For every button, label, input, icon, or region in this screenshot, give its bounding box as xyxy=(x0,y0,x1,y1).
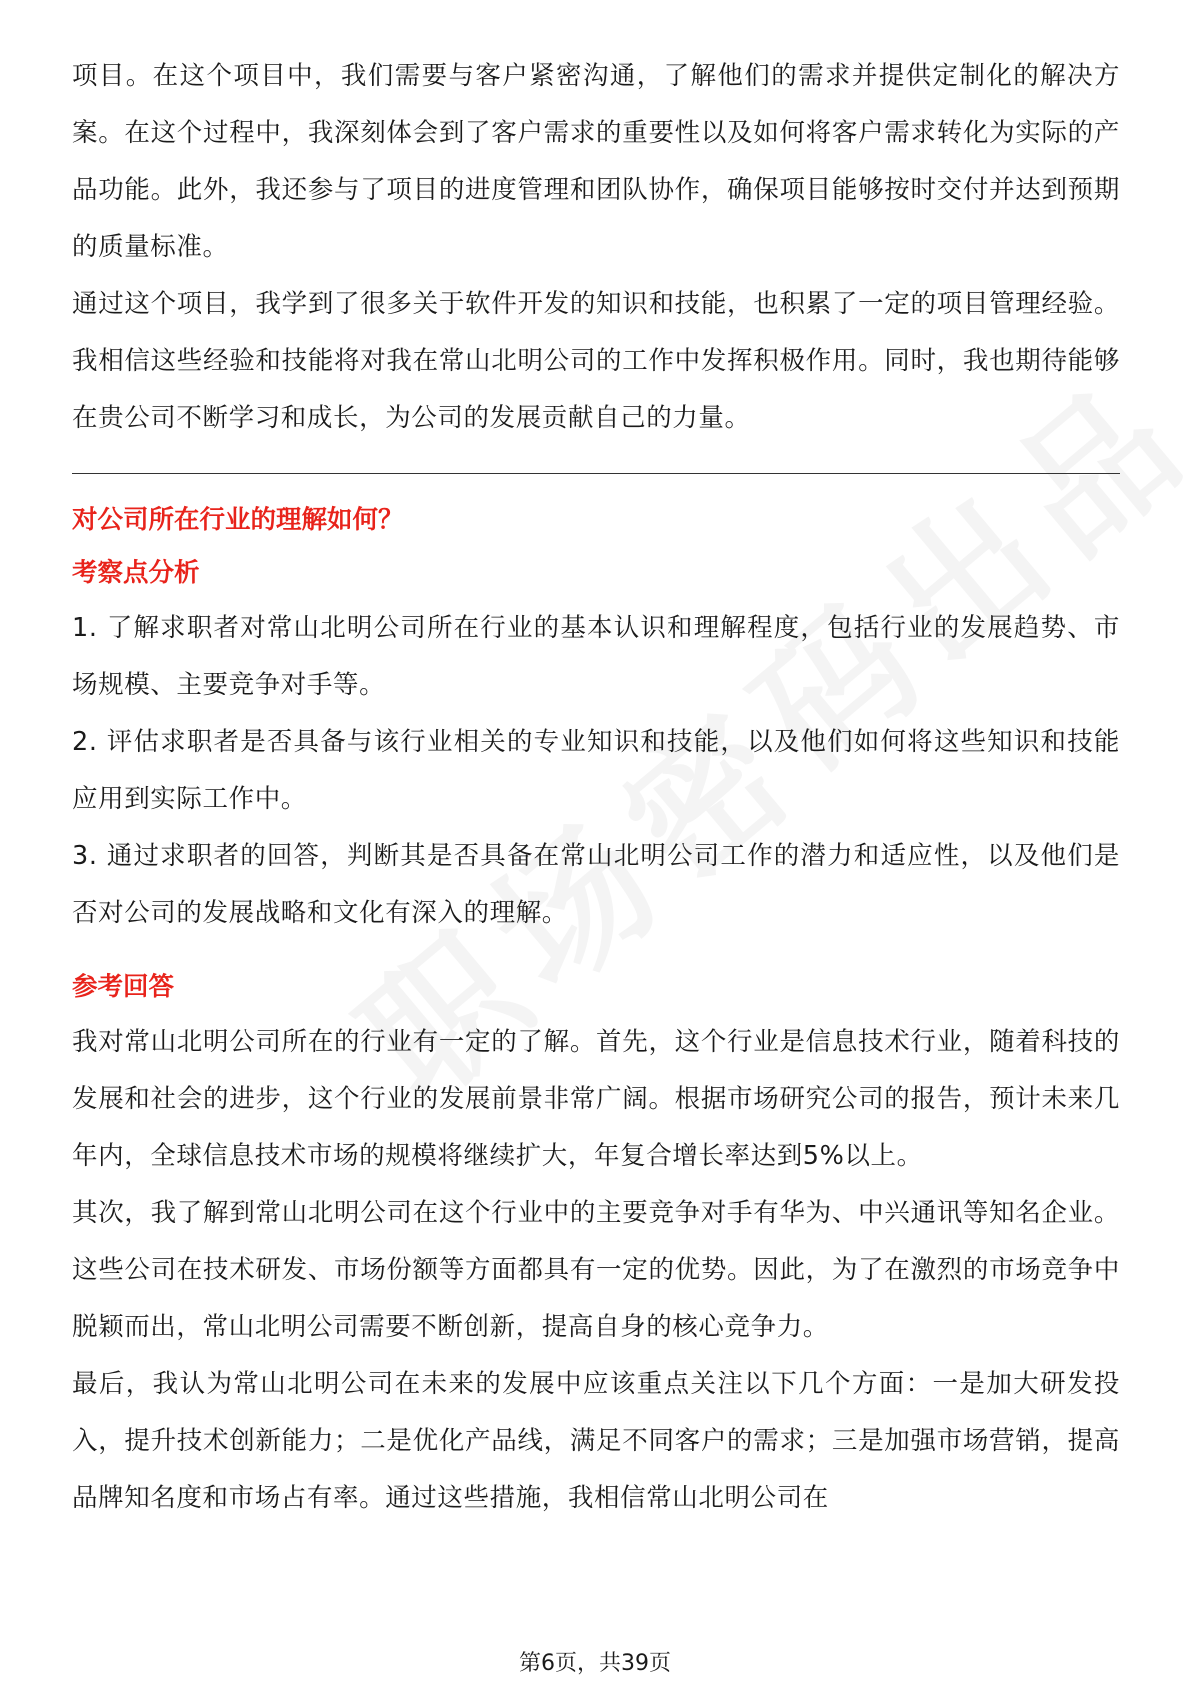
intro-paragraph: 项目。在这个项目中，我们需要与客户紧密沟通，了解他们的需求并提供定制化的解决方案。在这个过程中，我深刻体会到了客户需求的重要性以及如何将客户需求转化为实际的产品功能。此外，我还参与了项目的进度管理和团队协作，确保项目能够按时交付并达到预期的质量标准。 xyxy=(72,61,1120,262)
section-divider xyxy=(72,473,1120,474)
answer-paragraph: 我对常山北明公司所在的行业有一定的了解。首先，这个行业是信息技术行业，随着科技的发展和社会的进步，这个行业的发展前景非常广阔。根据市场研究公司的报告，预计未来几年内，全球信息技术市场的规模将继续扩大，年复合增长率达到5%以上。 xyxy=(72,1027,1120,1171)
question-title: 对公司所在行业的理解如何？ xyxy=(72,505,404,535)
answer-paragraph: 其次，我了解到常山北明公司在这个行业中的主要竞争对手有华为、中兴通讯等知名企业。这些公司在技术研发、市场份额等方面都具有一定的优势。因此，为了在激烈的市场竞争中脱颖而出，常山北明公司需要不断创新，提高自身的核心竞争力。 xyxy=(72,1198,1120,1342)
page-number-footer: 第6页，共39页 xyxy=(519,1651,671,1676)
analysis-item: 3. 通过求职者的回答，判断其是否具备在常山北明公司工作的潜力和适应性，以及他们是否对公司的发展战略和文化有深入的理解。 xyxy=(72,841,1120,928)
analysis-heading: 考察点分析 xyxy=(72,558,200,588)
answer-heading: 参考回答 xyxy=(72,972,175,1002)
answer-paragraph: 最后，我认为常山北明公司在未来的发展中应该重点关注以下几个方面：一是加大研发投入，提升技术创新能力；二是优化产品线，满足不同客户的需求；三是加强市场营销，提高品牌知名度和市场占有率。通过这些措施，我相信常山北明公司在 xyxy=(72,1369,1120,1513)
analysis-item: 1. 了解求职者对常山北明公司所在行业的基本认识和理解程度，包括行业的发展趋势、市场规模、主要竞争对手等。 xyxy=(72,613,1120,700)
analysis-item: 2. 评估求职者是否具备与该行业相关的专业知识和技能，以及他们如何将这些知识和技能应用到实际工作中。 xyxy=(72,727,1120,814)
intro-paragraph: 通过这个项目，我学到了很多关于软件开发的知识和技能，也积累了一定的项目管理经验。我相信这些经验和技能将对我在常山北明公司的工作中发挥积极作用。同时，我也期待能够在贵公司不断学习和成长，为公司的发展贡献自己的力量。 xyxy=(72,289,1120,433)
page-content xyxy=(72,48,1120,1527)
